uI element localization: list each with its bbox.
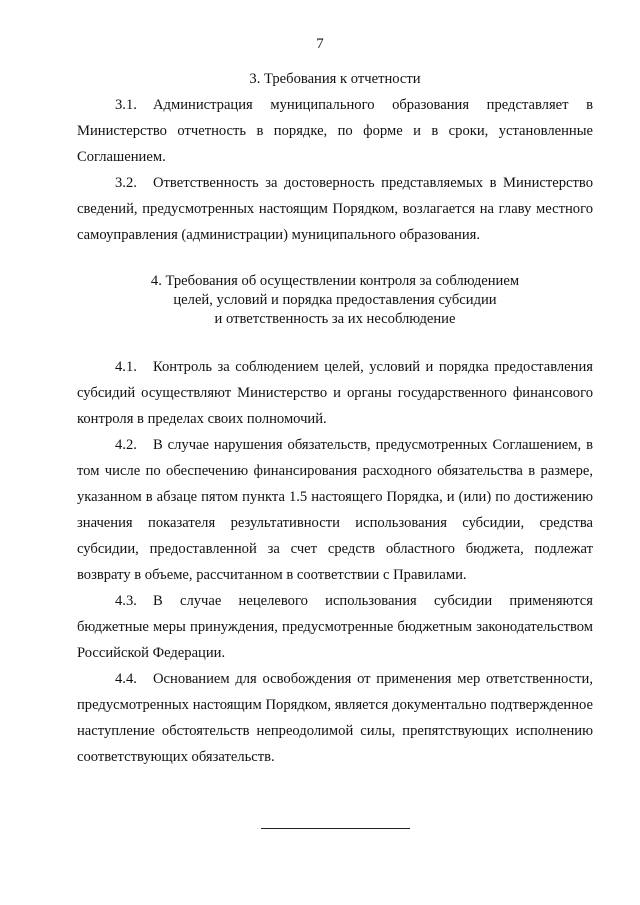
- section-3-heading: 3. Требования к отчетности: [249, 71, 421, 87]
- paragraph-number: 4.2.: [115, 437, 137, 453]
- section-4-heading-line: целей, условий и порядка предоставления субсидии: [173, 292, 497, 308]
- paragraph-4-2: [77, 432, 593, 588]
- paragraph-number: 3.2.: [115, 175, 137, 191]
- paragraph-4-3: [77, 588, 593, 666]
- end-of-document-rule: [261, 828, 410, 829]
- document-body: [77, 66, 593, 770]
- paragraph-text: Контроль за соблюдением целей, условий и порядка предоставления субсидий осуществляют Министерство и органы государственного финансового контроля в пределах своих полномочий.: [77, 359, 593, 427]
- paragraph-text: В случае нарушения обязательств, предусмотренных Соглашением, в том числе по обеспечению финансирования расходного обязательства в размере, указанном в абзаце пятом пункта 1.5 настоящего Порядка, и (или) по достижению значения показателя результативности использования субсидии, средства субсидии, предоставленной за счет средств областного бюджета, подлежат возврату в объеме, рассчитанном в соответствии с Правилами.: [77, 437, 593, 583]
- paragraph-text: Основанием для освобождения от применения мер ответственности, предусмотренных настоящим Порядком, является документально подтвержденное наступление обстоятельств непреодолимой силы, препятствующих исполнению соответствующих обязательств.: [77, 671, 593, 765]
- page-number: 7: [316, 36, 324, 52]
- paragraph-3-2: [77, 170, 593, 248]
- paragraph-number: 4.4.: [115, 671, 137, 687]
- section-4-heading-line: 4. Требования об осуществлении контроля за соблюдением: [150, 273, 520, 289]
- paragraph-4-1: [77, 354, 593, 432]
- paragraph-number: 3.1.: [115, 97, 137, 113]
- paragraph-number: 4.1.: [115, 359, 137, 375]
- section-4-heading: [77, 272, 593, 329]
- paragraph-text: Администрация муниципального образования представляет в Министерство отчетность в порядке, по форме и в сроки, установленные Соглашением.: [77, 97, 593, 165]
- paragraph-4-4: [77, 666, 593, 770]
- paragraph-text: В случае нецелевого использования субсидии применяются бюджетные меры принуждения, предусмотренные бюджетным законодательством Российской Федерации.: [77, 593, 593, 661]
- paragraph-number: 4.3.: [115, 593, 137, 609]
- paragraph-text: Ответственность за достоверность представляемых в Министерство сведений, предусмотренных настоящим Порядком, возлагается на главу местного самоуправления (администрации) муниципального образования.: [77, 175, 593, 243]
- paragraph-3-1: [77, 92, 593, 170]
- section-4-heading-line: и ответственность за их несоблюдение: [214, 311, 456, 327]
